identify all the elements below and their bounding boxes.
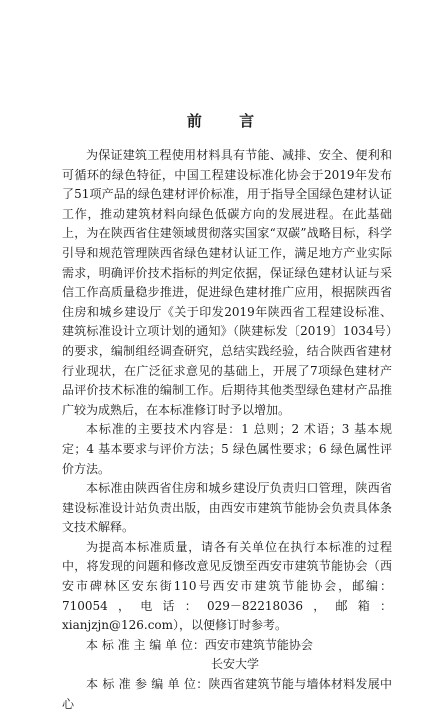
chief-editor-unit-second: 长安大学: [211, 657, 260, 672]
paragraph-management: 本标准由陕西省住房和城乡建设厅负责归口管理，陕西省建设标准设计站负责出版，由西安市建筑节能协会负责具体条文技术解释。: [62, 481, 392, 535]
preface-body: [62, 146, 392, 714]
chief-editor-unit: 本 标 准 主 编 单 位：西安市建筑节能协会: [86, 637, 313, 652]
paragraph-purpose: 为保证建筑工程使用材料具有节能、减排、安全、便利和可循环的绿色特征，中国工程建设标准化协会于2019年发布了51项产品的绿色建材评价标准，用于指导全国绿色建材认证工作，推动建筑材料向绿色低碳方向的发展进程。在此基础上，为在陕西省住建领域贯彻落实国家“双碳”战略目标，科学引导和规范管理陕西省绿色建材认证工作，满足地方产业实际需求，明确评价技术指标的判定依据，保证绿色建材认证与采信工作高质量稳步推进，促进绿色建材推广应用，根据陕西省住房和城乡建设厅《关于印发2019年陕西省工程建设标准、建筑标准设计立项计划的通知》（陕建标发〔2019〕1034号）的要求，编制组经调查研究，总结实践经验，结合陕西省建材行业现状，在广泛征求意见的基础上，开展了7项绿色建材产品评价技术标准的编制工作。后期待其他类型绿色建材产品推广较为成熟后，在本标准修订时予以增加。: [62, 148, 392, 417]
paragraph-contents: 本标准的主要技术内容是：1 总则；2 术语；3 基本规定；4 基本要求与评价方法；5 绿色属性要求；6 绿色属性评价方法。: [62, 422, 392, 476]
page-title: 前 言: [186, 112, 271, 130]
paragraph-feedback: 为提高本标准质量，请各有关单位在执行本标准的过程中，将发现的问题和修改意见反馈至西安市建筑节能协会（西安市碑林区安东街110号西安市建筑节能协会，邮编：710054，电话：029－82218036，邮箱：xianjzjn@126.com），以便修订时参考。: [62, 539, 392, 633]
participating-unit: 本 标 准 参 编 单 位：陕西省建筑节能与墙体材料发展中心: [62, 677, 392, 711]
